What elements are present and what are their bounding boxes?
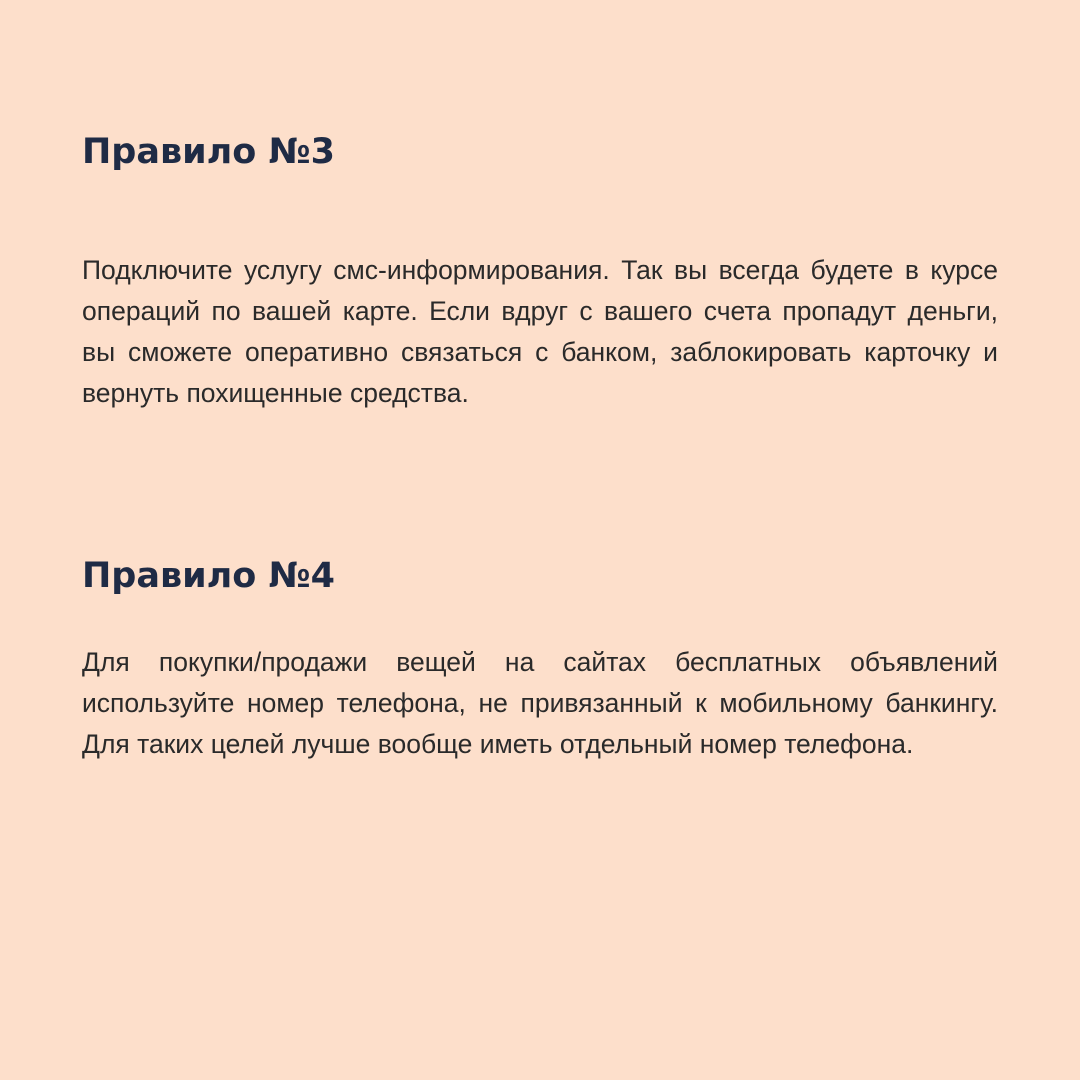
rule-3-text: Подключите услугу смс-информирования. Так вы всегда будете в курсе операций по вашей карте. Если вдруг с вашего счета пропадут деньги, вы сможете оперативно связаться с банком, заблокировать карточку и вернуть похищенные средства. — [82, 255, 998, 408]
rule-4-title: Правило №4 — [82, 556, 335, 596]
rule-3-title: Правило №3 — [82, 132, 335, 172]
rule-4-text: Для покупки/продажи вещей на сайтах бесплатных объявлений используйте номер телефона, не привязанный к мобильному банкингу. Для таких целей лучше вообще иметь отдельный номер телефона. — [82, 647, 998, 759]
